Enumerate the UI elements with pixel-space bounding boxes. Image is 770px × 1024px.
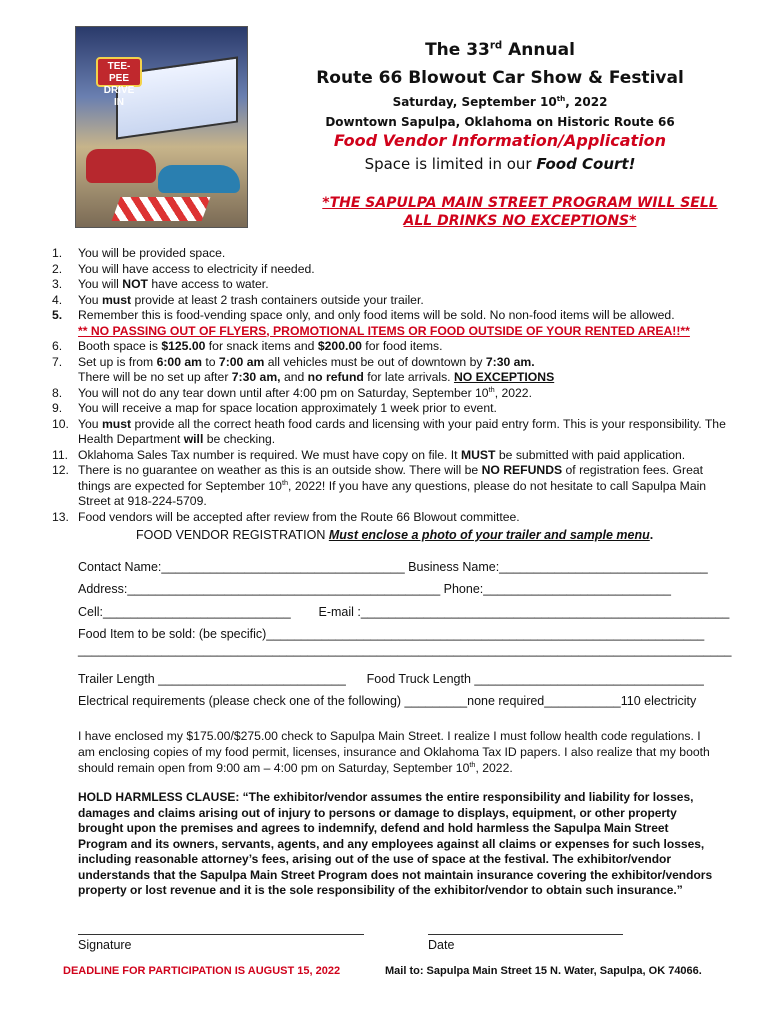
registration-heading: FOOD VENDOR REGISTRATION Must enclose a photo of your trailer and sample menu.	[136, 528, 654, 542]
list-item: 6. Booth space is $125.00 for snack items and $200.00 for food items.	[52, 339, 443, 353]
event-date: Saturday, September 10th, 2022	[392, 94, 608, 109]
mailing-address: Mail to: Sapulpa Main Street 15 N. Water, Sapulpa, OK 74066.	[385, 965, 702, 977]
list-item: 8. You will not do any tear down until after 4:00 pm on Saturday, September 10th, 2022.	[52, 384, 532, 400]
event-location: Downtown Sapulpa, Oklahoma on Historic Route 66	[325, 115, 675, 129]
list-item: 1. You will be provided space.	[52, 246, 226, 260]
list-item: 9. You will receive a map for space location approximately 1 week prior to event.	[52, 401, 497, 415]
list-item: 10. You must provide all the correct heath food cards and licensing with your paid entry form. This is your responsibility. The Health Department will be checking.	[52, 416, 726, 446]
deadline-notice: DEADLINE FOR PARTICIPATION IS AUGUST 15, 2022	[63, 965, 341, 977]
rules-list	[52, 246, 732, 525]
application-title: Food Vendor Information/Application	[333, 131, 667, 150]
hold-harmless-clause: HOLD HARMLESS CLAUSE: “The exhibitor/vendor assumes the entire responsibility and liability for losses, damages and claims arising out of injury to persons or damage to displays, equipment, or other property brought upon the premises and agrees to indemnify, defend and hold harmless the Sapulpa Main Street Program and its owners, servants, agents, and any employees against all claims or expenses for such losses, including reasonable attorney’s fees, arising out of the use of space at the festival. The exhibitor/vendor understands that the Sapulpa Main Street Program does not maintain insurance covering the exhibitor/vendors property or lost revenue and it is the sole responsibility of the exhibitor/vendor to obtain such insurance.”	[78, 790, 713, 897]
date-label: Date	[428, 938, 455, 952]
list-item: 11. Oklahoma Sales Tax number is required. We must have copy on file. It MUST be submitted with paid application.	[52, 447, 686, 462]
electrical-requirements-field[interactable]: Electrical requirements (please check one of the following) _________none required___________110 electricity	[78, 694, 697, 708]
tee-pee-sign: TEE-PEE DRIVE IN	[96, 57, 142, 87]
list-item: 12. There is no guarantee on weather as this is an outside show. There will be NO REFUNDS of registration fees. Great things are expected for September 10th, 2022! If you have any questions, please do not hesitate to call Sapulpa Main Street at 918-224-5709.	[52, 463, 707, 508]
list-item: 5. Remember this is food-vending space only, and only food items will be sold. No non-food items will be allowed. ** NO PASSING OUT OF FLYERS, PROMOTIONAL ITEMS OR FOOD OUTSIDE OF YOUR RENTED AREA!!**	[52, 308, 690, 338]
list-item: 13. Food vendors will be accepted after review from the Route 66 Blowout committee.	[52, 509, 520, 524]
drinks-notice: *THE SAPULPA MAIN STREET PROGRAM WILL SELL ALL DRINKS NO EXCEPTIONS*	[322, 195, 718, 229]
list-item: 4. You must provide at least 2 trash containers outside your trailer.	[52, 292, 424, 307]
red-car	[86, 149, 156, 183]
food-item-extra-line[interactable]: ______________________________________________________________________________________________	[78, 643, 732, 657]
signature-label: Signature	[78, 938, 132, 952]
list-item: 7. Set up is from 6:00 am to 7:00 am all vehicles must be out of downtown by 7:30 am. There will be no set up after 7:30 am, and no refund for late arrivals. NO EXCEPTIONS	[52, 354, 555, 384]
contact-business-field[interactable]: Contact Name:___________________________________ Business Name:______________________________	[78, 560, 708, 574]
event-poster-image	[75, 26, 248, 228]
food-item-field[interactable]: Food Item to be sold: (be specific)_______________________________________________________________	[78, 627, 705, 641]
check-enclosure-statement: I have enclosed my $175.00/$275.00 check to Sapulpa Main Street. I realize I must follow health code regulations. I am enclosing copies of my food permit, licenses, insurance and Oklahoma Tax ID papers. I also realize that my booth should remain open from 9:00 am – 4:00 pm on Saturday, September 10th, 2022.	[78, 729, 710, 775]
list-item: 3. You will NOT have access to water.	[52, 277, 269, 291]
date-line[interactable]	[428, 934, 623, 935]
title-edition: The 33rd Annual	[425, 40, 575, 60]
picnic-blanket	[112, 197, 211, 221]
blue-car	[158, 165, 240, 193]
space-limited-note: Space is limited in our Food Court!	[364, 155, 636, 173]
address-phone-field[interactable]: Address:_____________________________________________ Phone:___________________________	[78, 582, 671, 596]
no-flyers-notice: ** NO PASSING OUT OF FLYERS, PROMOTIONAL ITEMS OR FOOD OUTSIDE OF YOUR RENTED AREA!!**	[78, 323, 690, 338]
signature-line[interactable]	[78, 934, 364, 935]
cell-email-field[interactable]: Cell:___________________________ E-mail :_____________________________________________________	[78, 605, 730, 619]
trailer-length-field[interactable]: Trailer Length ___________________________ Food Truck Length _________________________________	[78, 672, 704, 686]
title-event: Route 66 Blowout Car Show & Festival	[316, 68, 684, 88]
list-item: 2. You will have access to electricity if needed.	[52, 261, 315, 276]
